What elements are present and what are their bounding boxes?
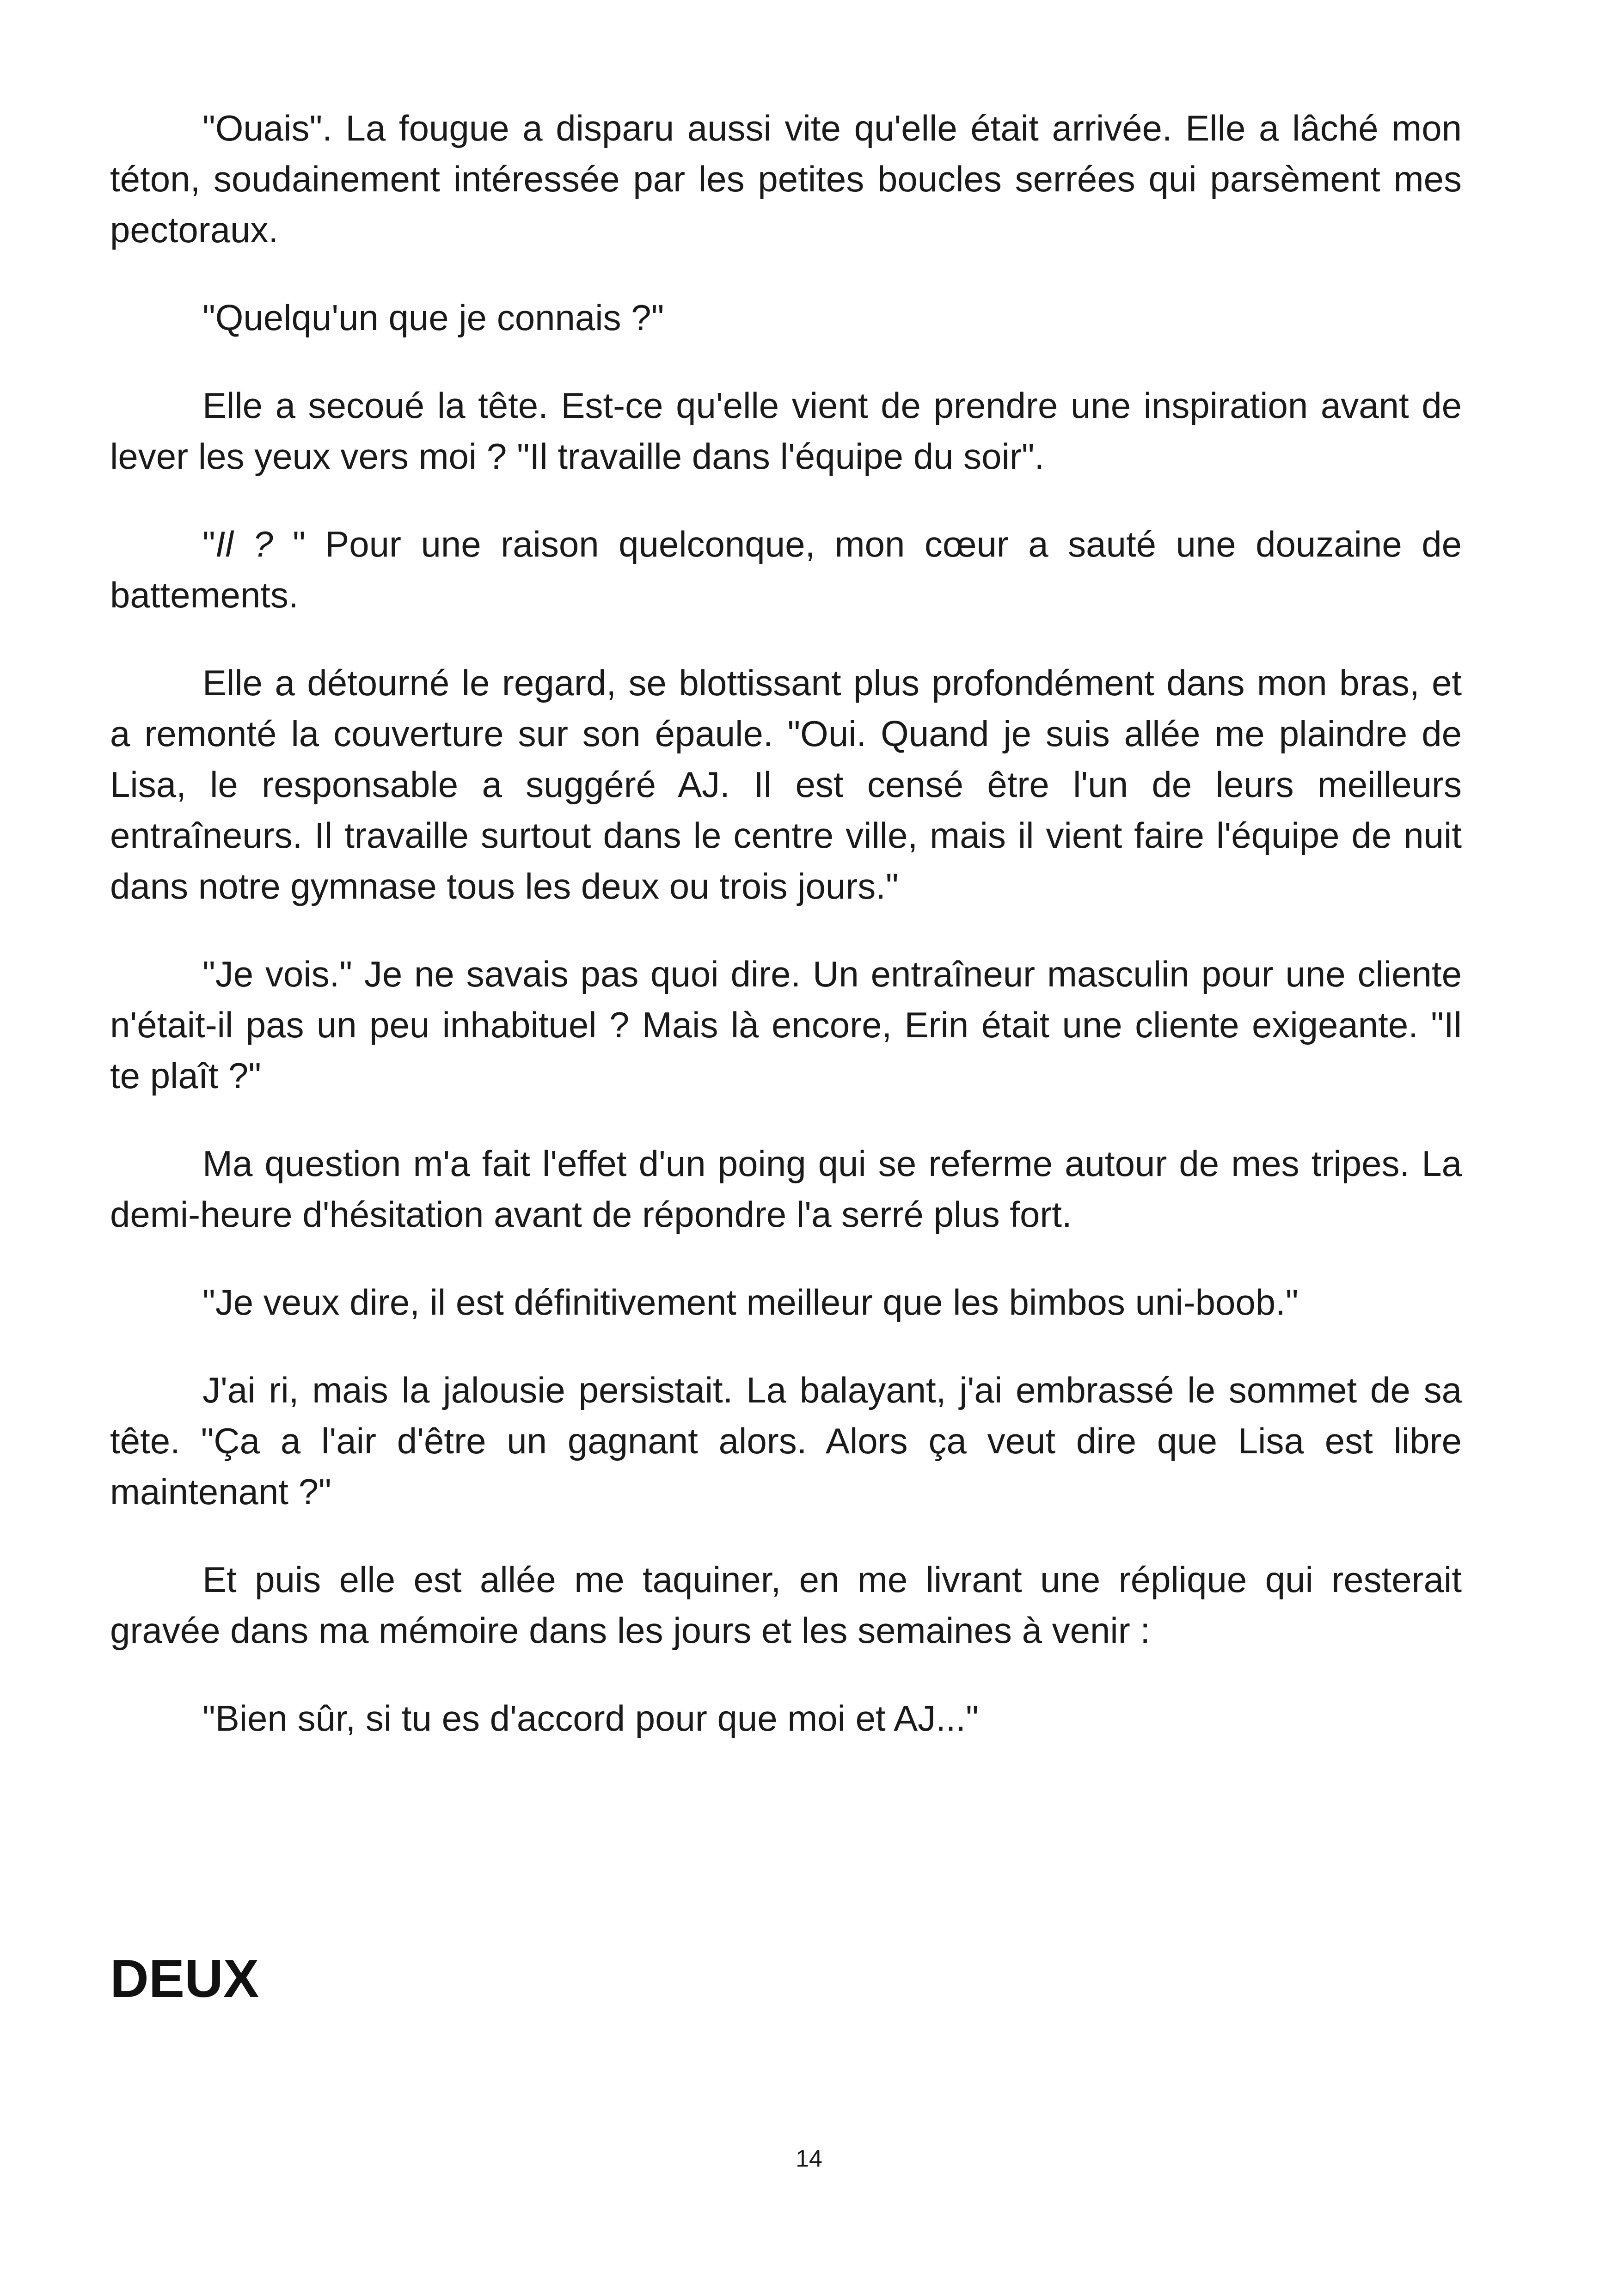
paragraph: "Je vois." Je ne savais pas quoi dire. Un entraîneur masculin pour une cliente n'était-il pas un peu inhabituel ? Mais là encore, Erin était une cliente exigeante. "Il te plaît ?" <box>110 954 1462 1096</box>
paragraph: Elle a secoué la tête. Est-ce qu'elle vient de prendre une inspiration avant de lever les yeux vers moi ? "Il travaille dans l'équipe du soir". <box>110 385 1462 477</box>
paragraph: Et puis elle est allée me taquiner, en me livrant une réplique qui resterait gravée dans ma mémoire dans les jours et les semaines à venir : <box>110 1559 1462 1651</box>
paragraph: "Je veux dire, il est définitivement meilleur que les bimbos uni-boob." <box>202 1282 1299 1322</box>
paragraph: "Ouais". La fougue a disparu aussi vite qu'elle était arrivée. Elle a lâché mon téton, soudainement intéressée par les petites boucles serrées qui parsèment mes pectoraux. <box>110 108 1462 250</box>
paragraph-rest: " Pour une raison quelconque, mon cœur a sauté une douzaine de battements. <box>110 524 1462 615</box>
emphasized-text: Il ? <box>215 524 273 564</box>
paragraph: Ma question m'a fait l'effet d'un poing qui se referme autour de mes tripes. La demi-heure d'hésitation avant de répondre l'a serré plus fort. <box>110 1143 1462 1235</box>
paragraph: J'ai ri, mais la jalousie persistait. La balayant, j'ai embrassé le sommet de sa tête. "Ça a l'air d'être un gagnant alors. Alors ça veut dire que Lisa est libre maintenant ?" <box>110 1370 1462 1512</box>
paragraph: "Bien sûr, si tu es d'accord pour que moi et AJ..." <box>202 1698 979 1739</box>
paragraph <box>110 519 1462 620</box>
paragraph: "Quelqu'un que je connais ?" <box>202 297 664 338</box>
body-text <box>110 103 1462 1744</box>
chapter-heading: DEUX <box>110 1948 259 2008</box>
paragraph: Elle a détourné le regard, se blottissant plus profondément dans mon bras, et a remonté la couverture sur son épaule. "Oui. Quand je suis allée me plaindre de Lisa, le responsable a suggéré AJ. Il est censé être l'un de leurs meilleurs entraîneurs. Il travaille surtout dans le centre ville, mais il vient faire l'équipe de nuit dans notre gymnase tous les deux ou trois jours." <box>110 662 1462 906</box>
open-quote: " <box>202 524 215 564</box>
page-number: 14 <box>796 2145 822 2172</box>
